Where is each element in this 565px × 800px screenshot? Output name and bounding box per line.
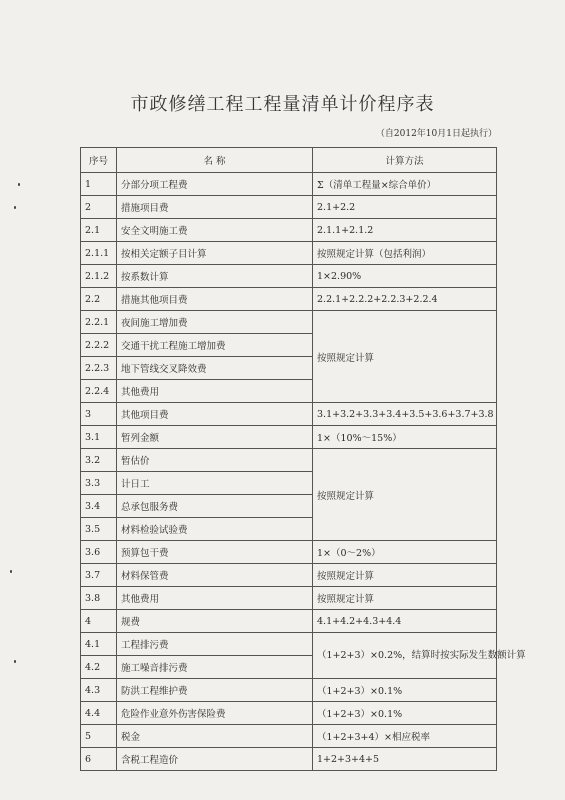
table-row [81,426,497,449]
table-row [81,196,497,219]
row-name: 安全文明施工费 [117,219,313,242]
row-name: 地下管线交叉降效费 [117,357,313,380]
row-calc-method: 2.1.1+2.1.2 [313,219,497,242]
row-seq-no: 3.5 [81,518,117,541]
row-seq-no: 3.6 [81,541,117,564]
row-calc-method: 4.1+4.2+4.3+4.4 [313,610,497,633]
table-row [81,449,497,472]
table-row [81,610,497,633]
table-row [81,587,497,610]
table-row [81,564,497,587]
header-name: 名 称 [117,148,313,173]
table-row [81,679,497,702]
header-calc-method: 计算方法 [313,148,497,173]
row-name: 交通干扰工程施工增加费 [117,334,313,357]
row-seq-no: 3.1 [81,426,117,449]
header-seq-no: 序号 [81,148,117,173]
page-title: 市政修缮工程工程量清单计价程序表 [130,94,435,115]
row-name: 总承包服务费 [117,495,313,518]
table-row [81,311,497,334]
row-calc-method: Σ（清单工程量×综合单价） [313,173,497,196]
row-seq-no: 2.1.1 [81,242,117,265]
row-calc-method: 1+2+3+4+5 [313,748,497,771]
row-name: 含税工程造价 [117,748,313,771]
row-calc-method: 按照规定计算 [313,564,497,587]
row-calc-method: （1+2+3）×0.1% [313,679,497,702]
row-name: 夜间施工增加费 [117,311,313,334]
table-row [81,702,497,725]
row-calc-method: 2.2.1+2.2.2+2.2.3+2.2.4 [313,288,497,311]
row-seq-no: 3.4 [81,495,117,518]
row-name: 措施项目费 [117,196,313,219]
scan-speck [10,570,12,573]
row-calc-method: （1+2+3）×0.1% [313,702,497,725]
row-seq-no: 2.2.4 [81,380,117,403]
row-name: 规费 [117,610,313,633]
row-name: 危险作业意外伤害保险费 [117,702,313,725]
row-name: 措施其他项目费 [117,288,313,311]
row-name: 暂估价 [117,449,313,472]
row-seq-no: 3.2 [81,449,117,472]
row-calc-method-merged: 按照规定计算 [313,311,497,403]
table-row [81,242,497,265]
row-seq-no: 4.3 [81,679,117,702]
row-name: 暂列金额 [117,426,313,449]
table-row [81,725,497,748]
row-seq-no: 1 [81,173,117,196]
table-row [81,403,497,426]
row-name: 税金 [117,725,313,748]
row-seq-no: 2 [81,196,117,219]
row-calc-method: 3.1+3.2+3.3+3.4+3.5+3.6+3.7+3.8 [313,403,497,426]
row-calc-method: 1×（10%～15%） [313,426,497,449]
scan-speck [14,206,16,209]
row-name: 材料检验试验费 [117,518,313,541]
row-seq-no: 2.2.3 [81,357,117,380]
row-seq-no: 4.1 [81,633,117,656]
row-name: 其他费用 [117,380,313,403]
row-seq-no: 2.2.1 [81,311,117,334]
row-name: 分部分项工程费 [117,173,313,196]
row-name: 工程排污费 [117,633,313,656]
row-seq-no: 6 [81,748,117,771]
row-seq-no: 3.3 [81,472,117,495]
row-calc-method: 1×（0～2%） [313,541,497,564]
header-row [81,148,497,173]
table-row [81,748,497,771]
row-calc-method: 按照规定计算 [313,587,497,610]
row-calc-method-merged: 按照规定计算 [313,449,497,541]
effective-date-note: （自2012年10月1日起执行） [375,129,497,139]
row-calc-method: 1×2.90% [313,265,497,288]
row-calc-method-merged: （1+2+3）×0.2%，结算时按实际发生数额计算 [313,633,497,679]
scan-speck [14,660,16,663]
row-seq-no: 2.2 [81,288,117,311]
row-seq-no: 2.1.2 [81,265,117,288]
pricing-procedure-table [80,147,526,771]
scan-speck [18,183,20,186]
row-name: 其他项目费 [117,403,313,426]
row-seq-no: 4 [81,610,117,633]
row-name: 按相关定额子目计算 [117,242,313,265]
row-seq-no: 2.1 [81,219,117,242]
row-name: 材料保管费 [117,564,313,587]
row-name: 按系数计算 [117,265,313,288]
row-seq-no: 3.7 [81,564,117,587]
row-name: 预算包干费 [117,541,313,564]
row-name: 其他费用 [117,587,313,610]
table-row [81,173,497,196]
row-seq-no: 2.2.2 [81,334,117,357]
table-row [81,541,497,564]
table-row [81,219,497,242]
row-name: 计日工 [117,472,313,495]
table-row [81,265,497,288]
row-calc-method: 2.1+2.2 [313,196,497,219]
row-seq-no: 4.2 [81,656,117,679]
row-seq-no: 3 [81,403,117,426]
table-row [81,633,497,656]
row-seq-no: 3.8 [81,587,117,610]
row-name: 防洪工程维护费 [117,679,313,702]
row-seq-no: 4.4 [81,702,117,725]
table-row [81,288,497,311]
row-calc-method: （1+2+3+4）×相应税率 [313,725,497,748]
row-seq-no: 5 [81,725,117,748]
row-calc-method: 按照规定计算（包括利润） [313,242,497,265]
row-name: 施工噪音排污费 [117,656,313,679]
